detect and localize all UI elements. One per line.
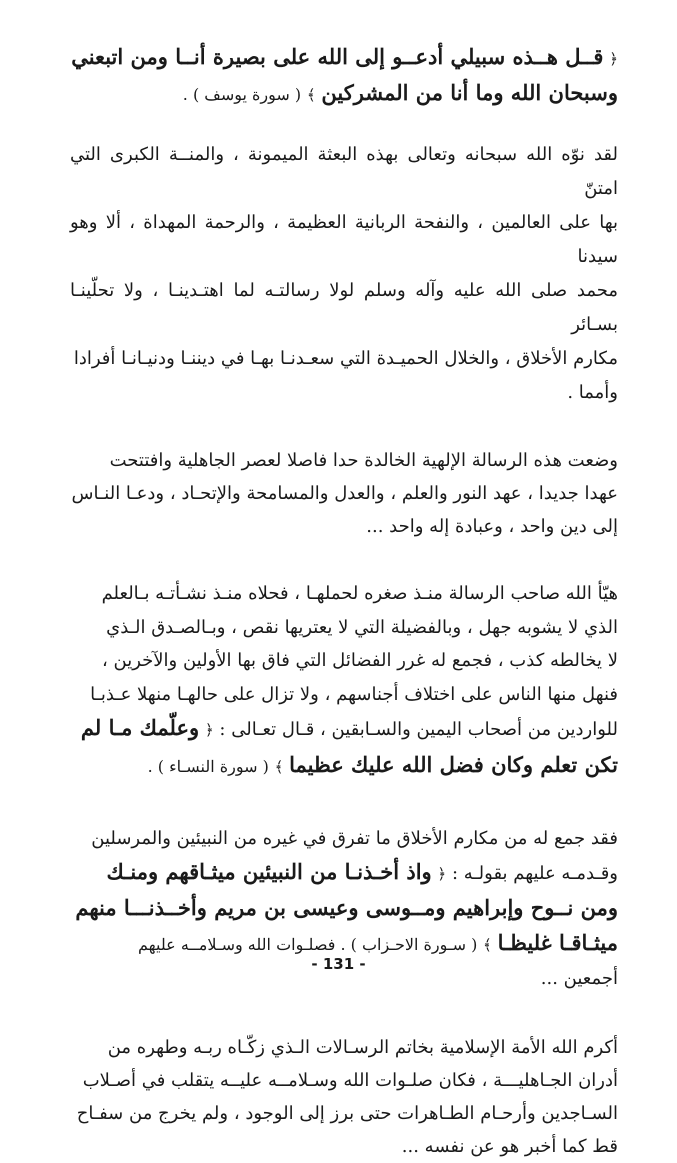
paragraph bbox=[70, 1031, 618, 1163]
quote-open-bracket: ﴿ bbox=[437, 865, 447, 883]
quote-text: واذ أخـذنـا من النبيئين ميثـاقهم ومنـك bbox=[106, 859, 432, 884]
text-line bbox=[70, 40, 618, 76]
text-line bbox=[70, 711, 618, 748]
text-line: أدران الجـاهليـــة ، فكان صلـوات الله وسـلامــه عليــه يتقلب في أصـلاب bbox=[82, 1070, 618, 1091]
text-line: أكرم الله الأمة الإسلامية بخاتم الرسـالات الـذي زكّـاه ربـه وطهره من bbox=[107, 1037, 618, 1058]
surah-reference: ( سورة النسـاء ) . bbox=[147, 756, 269, 776]
quote-text: تكن تعلم وكان فضل الله عليك عظيما bbox=[289, 751, 618, 777]
quote-close-bracket: ﴾ bbox=[306, 86, 316, 104]
paragraph bbox=[70, 577, 618, 784]
quote-text: قــل هــذه سبيلي أدعــو إلى الله على بصيرة أنــا ومن اتبعني bbox=[71, 44, 604, 69]
quote-text: وسبحان الله وما أنا من المشركين bbox=[321, 80, 618, 105]
page-number: - 131 - bbox=[311, 955, 366, 973]
surah-reference: ( سـورة الاحـزاب ) . فصلـوات الله وسـلامــه عليهم bbox=[138, 935, 478, 954]
text-line: عهدا جديدا ، عهد النور والعلم ، والعدل والمسامحة والإتحـاد ، ودعـا النـاس bbox=[71, 483, 618, 504]
text-line bbox=[70, 891, 618, 926]
text-line: محمد صلى الله عليه وآله وسلم لولا رسالتـه لما اهتـدينـا ، ولا تحلّينـا بسـائر bbox=[70, 280, 618, 335]
text-line bbox=[70, 855, 618, 891]
quote-text: ميثـاقـا غليظـا bbox=[497, 930, 618, 955]
quote-open-bracket: ﴿ bbox=[609, 50, 618, 68]
text-line: الذي لا يشوبه جهل ، وبالفضيلة التي لا يعتريها نقص ، وبـالصـدق الـذي bbox=[106, 616, 618, 638]
text-line: فنهل منها الناس على اختلاف أجناسهم ، ولا تزال على حالهـا منهلا عـذبـا bbox=[90, 683, 618, 705]
surah-reference: ( سورة يوسف ) . bbox=[182, 85, 302, 104]
plain-text: للواردين من أصحاب اليمين والسـابقين ، قـال تعـالى : bbox=[219, 719, 618, 740]
page-body bbox=[70, 40, 618, 1157]
text-line bbox=[70, 748, 618, 785]
text-line: لا يخالطه كذب ، فجمع له غرر الفضائل التي فاق بها الأولين والآخرين ، bbox=[101, 650, 618, 671]
quote-text: وعلّمك مـا لم bbox=[80, 715, 200, 740]
text-line: أجمعين ... bbox=[540, 968, 618, 989]
plain-text: وقـدمـه عليهم بقولـه : bbox=[451, 863, 618, 884]
text-line bbox=[70, 76, 618, 112]
paragraph bbox=[70, 138, 618, 410]
text-line: قط كما أخبر هو عن نفسه ... bbox=[401, 1136, 618, 1157]
text-line: لقد نوّه الله سبحانه وتعالى بهذه البعثة الميمونة ، والمنــة الكبرى التي امتنّ bbox=[70, 144, 618, 199]
paragraph bbox=[70, 444, 618, 543]
quote-text: ومن نــوح وإبراهيم ومــوسى وعيسى بن مريم وأخــذنـــا منهم bbox=[75, 895, 618, 920]
quote-open-bracket: ﴿ bbox=[204, 721, 214, 739]
text-line: وضعت هذه الرسالة الإلهية الخالدة حدا فاصلا لعصر الجاهلية وافتتحت bbox=[109, 450, 618, 471]
text-line: السـاجدين وأرحـام الطـاهرات حتى برز إلى الوجود ، ولم يخرج من سفـاح bbox=[76, 1103, 618, 1124]
text-line: إلى دين واحد ، وعبادة إله واحد ... bbox=[366, 516, 618, 537]
text-line: مكارم الأخلاق ، والخلال الحميـدة التي سعـدنـا بهـا في ديننـا ودنيـانـا أفرادا bbox=[73, 348, 618, 369]
quote-close-bracket: ﴾ bbox=[274, 757, 284, 776]
text-line: وأمما . bbox=[567, 382, 618, 403]
quote-close-bracket: ﴾ bbox=[483, 936, 492, 954]
text-line: بها على العالمين ، والنفحة الربانية العظيمة ، والرحمة المهداة ، ألا وهو سيدنا bbox=[70, 212, 618, 267]
text-line: هيّأ الله صاحب الرسالة منـذ صغره لحملهـا ، فحلاه منـذ نشـأتـه بـالعلم bbox=[101, 583, 618, 604]
quran-quote-yusuf bbox=[70, 40, 618, 112]
text-line: فقد جمع له من مكارم الأخلاق ما تفرق في غيره من النبيئين والمرسلين bbox=[91, 828, 618, 849]
